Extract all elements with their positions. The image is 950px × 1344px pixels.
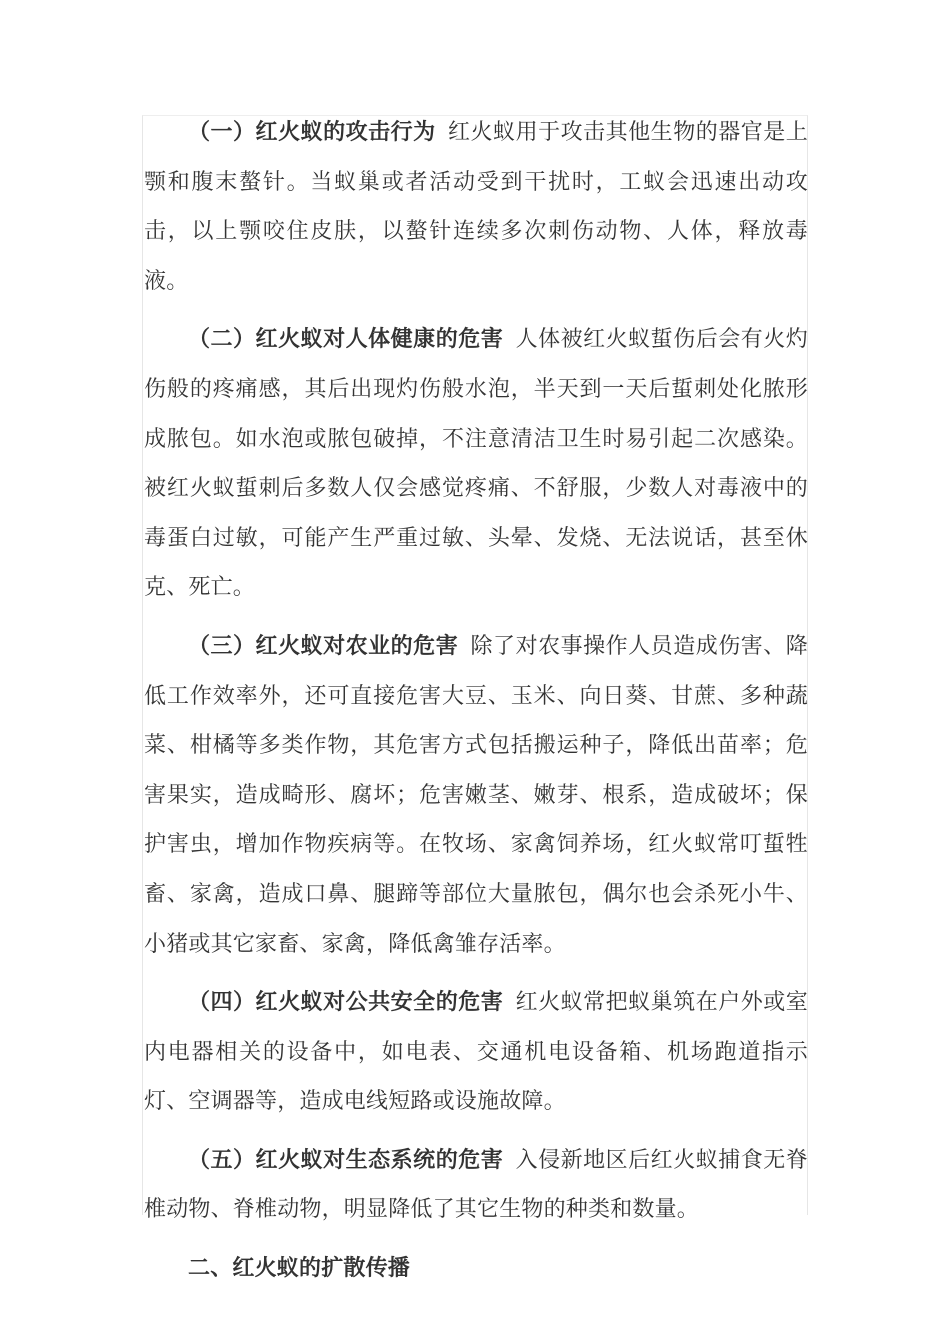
- section-heading: 二、红火蚁的扩散传播: [188, 1256, 411, 1282]
- section-body-1: 红火蚁用于攻击其他生物的器官是上颚和腹末螯针。当蚁巢或者活动受到干扰时，工蚁会迅速出动攻击，以上颚咬住皮肤，以螯针连续多次刺伤动物、人体，释放毒液。: [144, 120, 808, 294]
- section-paragraph-5: [144, 1136, 808, 1235]
- section-lead-1: （一）红火蚁的攻击行为: [188, 120, 436, 145]
- section-lead-3: （三）红火蚁对农业的危害: [188, 633, 459, 659]
- section-body-5: 入侵新地区后红火蚁捕食无脊椎动物、脊椎动物，明显降低了其它生物的种类和数量。: [144, 1147, 808, 1223]
- document-body: [144, 108, 808, 1294]
- section-lead-5: （五）红火蚁对生态系统的危害: [188, 1147, 504, 1173]
- section-body-3: 除了对农事操作人员造成伤害、降低工作效率外，还可直接危害大豆、玉米、向日葵、甘蔗、多种蔬菜、柑橘等多类作物，其危害方式包括搬运种子，降低出苗率；危害果实，造成畸形、腐坏；危害嫩茎、嫩芽、根系，造成破坏；保护害虫，增加作物疾病等。在牧场、家禽饲养场，红火蚁常叮蜇牲 畜、家禽，造成口鼻、腿蹄等部位大量脓包，偶尔也会杀死小牛、小猪或其它家畜、家禽，降低禽雏存活率。: [144, 633, 808, 957]
- section-lead-2: （二）红火蚁对人体健康的危害: [188, 327, 504, 353]
- section-paragraph-4: [144, 978, 808, 1127]
- section-lead-4: （四）红火蚁对公共安全的危害: [188, 990, 504, 1016]
- section-body-2: 人体被红火蚁蜇伤后会有火灼伤般的疼痛感，其后出现灼伤般水泡，半天到一天后蜇刺处化脓形成脓包。如水泡或脓包破掉，不注意清洁卫生时易引起二次感染。被红火蚁蜇刺后多数人仅会感觉疼痛、不舒服，少数人对毒液中的毒蛋白过敏，可能产生严重过敏、头晕、发烧、无法说话，甚至休克、死亡。: [144, 327, 808, 601]
- section-body-4: 红火蚁常把蚁巢筑在户外或室内电器相关的设备中，如电表、交通机电设备箱、机场跑道指示灯、空调器等，造成电线短路或设施故障。: [144, 990, 808, 1115]
- section-paragraph-3: [144, 622, 808, 969]
- section-paragraph-1: [144, 108, 808, 306]
- section-paragraph-2: [144, 315, 808, 613]
